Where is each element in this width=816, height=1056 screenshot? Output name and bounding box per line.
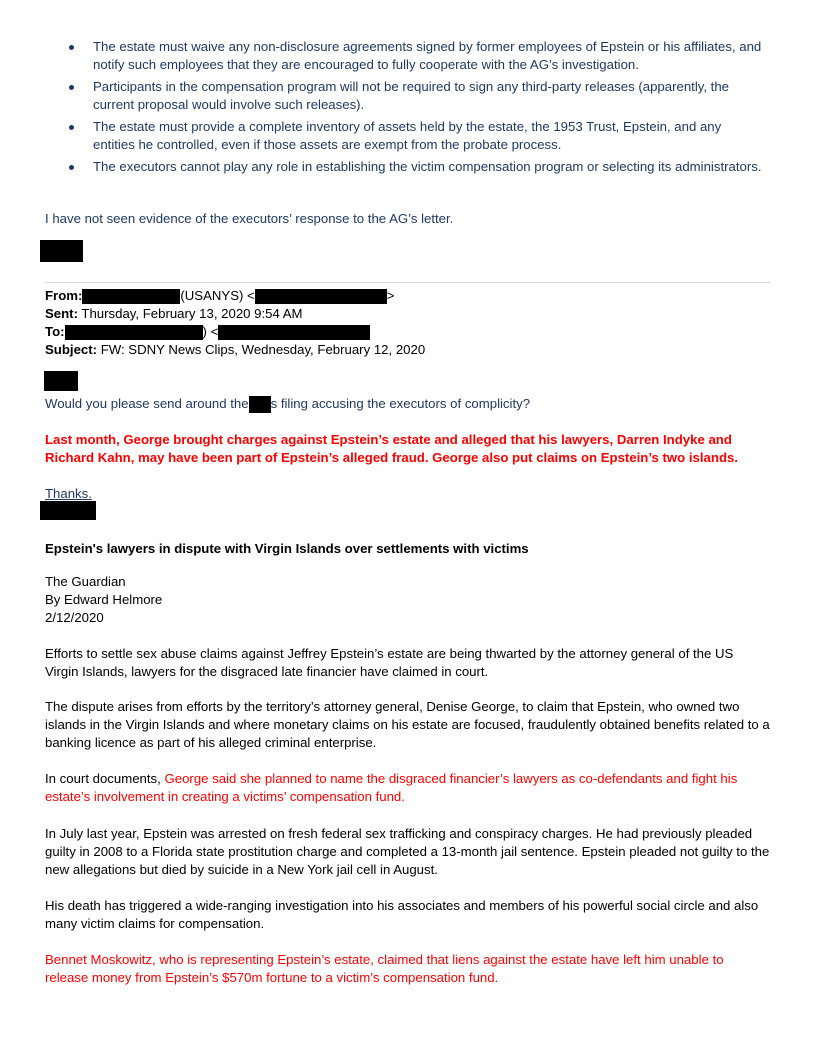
article-paragraph: His death has triggered a wide-ranging investigation into his associates and members of his powerful social circle and also many victim claims for compensation. <box>45 898 759 931</box>
bullet-icon <box>69 125 74 130</box>
article-paragraph: The dispute arises from efforts by the territory’s attorney general, Denise George, to claim that Epstein, who owned two islands in the Virgin Islands and where monetary claims on his estate are focused, fraudulently obtained benefits related to a banking licence as part of his alleged criminal enterprise. <box>45 699 770 750</box>
article-paragraph: Bennet Moskowitz, who is representing Epstein’s estate, claimed that liens against the estate have left him unable to release money from Epstein’s $570m fortune to a victim’s compensation fund. <box>45 952 724 985</box>
from-line: From: (USANYS) < > <box>45 288 395 303</box>
list-item: The executors cannot play any role in establishing the victim compensation program or selecting its administrators. <box>45 158 765 176</box>
article-paragraph: In court documents, George said she planned to name the disgraced financier’s lawyers as co-defendants and fight his estate’s involvement in creating a victims’ compensation fund. <box>45 771 738 804</box>
article-meta <box>45 573 770 627</box>
redaction-block <box>65 325 203 340</box>
bullet-icon <box>69 165 74 170</box>
note-text: I have not seen evidence of the executors’ response to the AG’s letter. <box>45 211 454 226</box>
redaction-block <box>40 501 96 520</box>
highlight-text: Last month, George brought charges against Epstein’s estate and alleged that his lawyers, Darren Indyke and Richard Kahn, may have been part of Epstein’s alleged fraud. George also put claims on Epstein’s two islands. <box>45 432 738 465</box>
list-item: The estate must provide a complete inventory of assets held by the estate, the 1953 Trust, Epstein, and any entities he controlled, even if those assets are exempt from the probate process. <box>45 118 765 154</box>
article-headline: Epstein's lawyers in dispute with Virgin Islands over settlements with victims <box>45 541 529 556</box>
redaction-block <box>218 325 370 340</box>
email-header <box>45 287 770 359</box>
article-paragraph: Efforts to settle sex abuse claims against Jeffrey Epstein’s estate are being thwarted by the attorney general of the US Virgin Islands, lawyers for the disgraced late financier have claimed in court. <box>45 646 734 679</box>
redaction-block <box>249 396 271 413</box>
to-line: To: ) < <box>45 323 770 341</box>
redaction-block <box>255 289 387 304</box>
redaction-block <box>44 371 78 391</box>
sent-line: Sent: Thursday, February 13, 2020 9:54 AM <box>45 306 303 321</box>
redaction-block <box>82 289 180 304</box>
divider <box>45 282 770 283</box>
conditions-list <box>45 38 765 180</box>
redaction-block <box>40 240 83 262</box>
bullet-icon <box>69 85 74 90</box>
article-date: 2/12/2020 <box>45 610 104 625</box>
article-byline: By Edward Helmore <box>45 592 163 607</box>
thanks-text: Thanks. <box>45 486 92 501</box>
list-item: The estate must waive any non-disclosure agreements signed by former employees of Epstein or his affiliates, and notify such employees that they are encouraged to fully cooperate with the AG’s investigation. <box>45 38 765 74</box>
list-item: Participants in the compensation program will not be required to sign any third-party releases (apparently, the current proposal would involve such releases). <box>45 78 765 114</box>
article-paragraph: In July last year, Epstein was arrested on fresh federal sex trafficking and conspiracy charges. He had previously pleaded guilty in 2008 to a Florida state prostitution charge and completed a 13-month jail sentence. Epstein pleaded not guilty to the new allegations but died by suicide in a New York jail cell in August. <box>45 826 770 877</box>
subject-line: Subject: FW: SDNY News Clips, Wednesday, February 12, 2020 <box>45 342 426 357</box>
request-text: Would you please send around the s filing accusing the executors of complicity? <box>45 395 770 413</box>
bullet-icon <box>69 45 74 50</box>
article-source: The Guardian <box>45 574 126 589</box>
